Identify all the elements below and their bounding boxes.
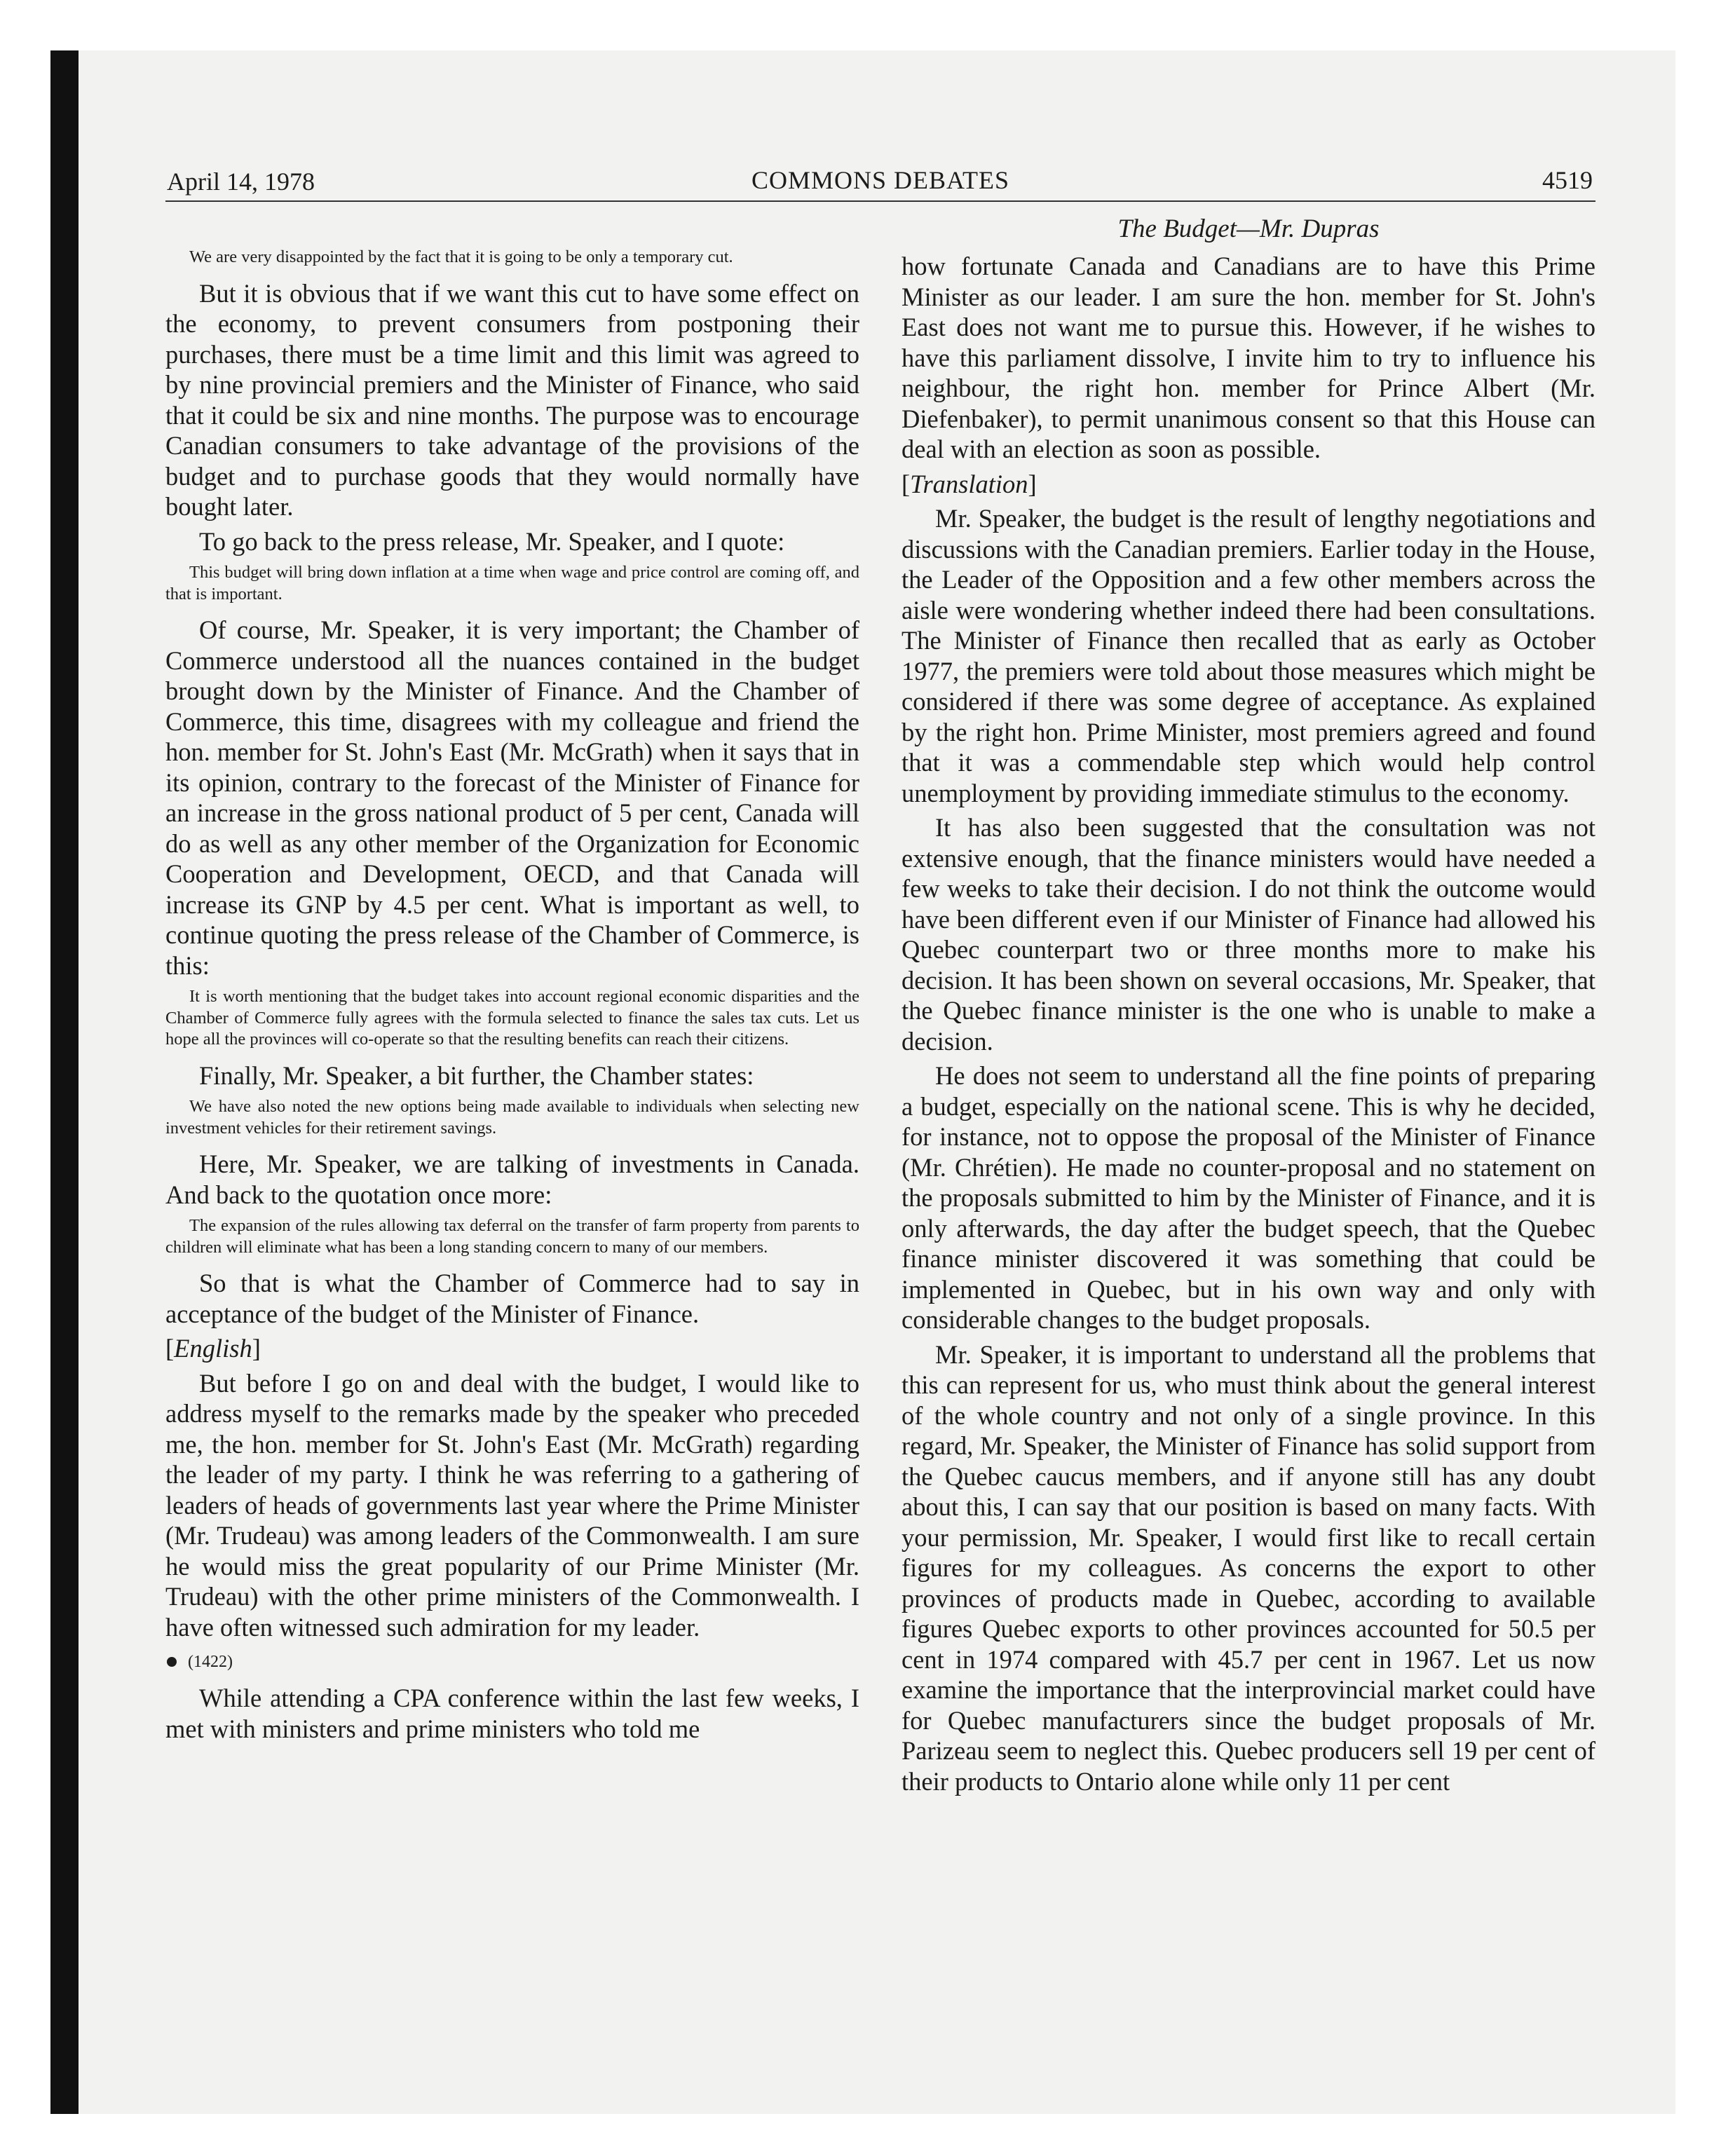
paragraph: Of course, Mr. Speaker, it is very important; the Chamber of Commerce understood all the nuances contained in the budget brought down by the Minister of Finance. And the Chamber of Commerce, this time, disagrees with my colleague and friend the hon. member for St. John's East (Mr. McGrath) when it says that in its opinion, contrary to the forecast of the Minister of Finance for an increase in the gross national product of 5 per cent, Canada will do as well as any other member of the Organization for Economic Cooperation and Development, OECD, and that Canada will increase its GNP by 4.5 per cent. What is important as well, to continue quoting the press release of the Chamber of Commerce, is this:	[165, 615, 859, 980]
language-tag-label: English	[174, 1334, 252, 1363]
time-marker-label: (1422)	[188, 1653, 233, 1671]
paragraph: Finally, Mr. Speaker, a bit further, the Chamber states:	[199, 1060, 754, 1090]
paragraph: To go back to the press release, Mr. Speaker, and I quote:	[199, 526, 785, 556]
scan-edge-bar	[50, 50, 79, 2114]
right-column	[901, 212, 1595, 1801]
paragraph: how fortunate Canada and Canadians are to have this Prime Minister as our leader. I am sure the hon. member for St. John's East does not want me to pursue this. However, if he wishes to have this parliament dissolve, I invite him to try to influence his neighbour, the right hon. member for Prince Albert (Mr. Diefenbaker), to permit unanimous consent so that this House can deal with an election as soon as possible.	[901, 252, 1595, 463]
paragraph: But it is obvious that if we want this cut to have some effect on the economy, to prevent consumers from postponing their purchases, there must be a time limit and this limit was agreed to by nine provincial premiers and the Minister of Finance, who said that it could be six and nine months. The purpose was to encourage Canadian consumers to take advantage of the provisions of the budget and to purchase goods that they would normally have bought later.	[165, 278, 859, 521]
bullet-icon	[167, 1657, 177, 1667]
block-quote: This budget will bring down inflation at a time when wage and price control are coming off, and that is important.	[165, 563, 859, 603]
header-date: April 14, 1978	[167, 168, 315, 196]
header-page-number: 4519	[1542, 166, 1593, 194]
paragraph: Mr. Speaker, the budget is the result of lengthy negotiations and discussions with the Canadian premiers. Earlier today in the House, the Leader of the Opposition and a few other members across the aisle were wondering whether indeed there had been consultations. The Minister of Finance then recalled that as early as October 1977, the premiers were told about those measures which might be considered if there was some degree of acceptance. As explained by the right hon. Prime Minister, most premiers agreed and found that it was a commendable step which would help control unemployment by providing immediate stimulus to the economy.	[901, 504, 1595, 807]
block-quote: The expansion of the rules allowing tax deferral on the transfer of farm property from parents to children will eliminate what has been a long standing concern to many of our members.	[165, 1216, 859, 1257]
page-header	[165, 160, 1595, 202]
left-column	[165, 247, 859, 1748]
paragraph: Here, Mr. Speaker, we are talking of investments in Canada. And back to the quotation once more:	[165, 1149, 859, 1209]
paragraph: He does not seem to understand all the fine points of preparing a budget, especially on the national scene. This is why he decided, for instance, not to oppose the proposal of the Minister of Finance (Mr. Chrétien). He made no counter-proposal and no statement on the proposals submitted to him by the Minister of Finance, and it is only afterwards, the day after the budget speech, that the Quebec finance minister discovered it was something that could be implemented in Quebec, but in his own way and only with considerable changes to the budget proposals.	[901, 1061, 1595, 1334]
language-tag-english: [English]	[165, 1334, 261, 1363]
paragraph: So that is what the Chamber of Commerce had to say in acceptance of the budget of the Minister of Finance.	[165, 1269, 859, 1328]
block-quote: It is worth mentioning that the budget takes into account regional economic disparities and the Chamber of Commerce fully agrees with the formula selected to finance the sales tax cuts. Let us hope all the provinces will co-operate so that the resulting benefits can reach their citizens.	[165, 987, 859, 1049]
paragraph: It has also been suggested that the consultation was not extensive enough, that the finance ministers would have needed a few weeks to take their decision. I do not think the outcome would have been different even if our Minister of Finance had allowed his Quebec counterpart two or three months more to make his decision. It has been shown on several occasions, Mr. Speaker, that the Quebec finance minister is the one who is unable to make a decision.	[901, 813, 1595, 1056]
language-tag-translation: [Translation]	[901, 469, 1037, 498]
language-tag-label: Translation	[910, 469, 1028, 498]
block-quote: We have also noted the new options being made available to individuals when selecting new investment vehicles for their retirement savings.	[165, 1097, 859, 1138]
running-head: The Budget—Mr. Dupras	[1117, 214, 1380, 243]
header-publication-title: COMMONS DEBATES	[751, 166, 1010, 194]
paragraph: Mr. Speaker, it is important to understand all the problems that this can represent for us, who must think about the general interest of the whole country and not only of a single province. In this regard, Mr. Speaker, the Minister of Finance has solid support from the Quebec caucus members, and if anyone still has any doubt about this, I can say that our position is based on many facts. With your permission, Mr. Speaker, I would first like to recall certain figures for my colleagues. As concerns the export to other provinces of products made in Quebec, according to available figures Quebec exports to other provinces accounted for 50.5 per cent in 1974 compared with 45.7 per cent in 1967. Let us now examine the importance that the interprovincial market could have for Quebec manufacturers since the budget proposals of Mr. Parizeau seem to neglect this. Quebec producers sell 19 per cent of their products to Ontario alone while only 11 per cent	[901, 1339, 1595, 1796]
paragraph: While attending a CPA conference within the last few weeks, I met with ministers and prime ministers who told me	[165, 1684, 859, 1743]
paragraph: But before I go on and deal with the budget, I would like to address myself to the remarks made by the speaker who preceded me, the hon. member for St. John's East (Mr. McGrath) regarding the leader of my party. I think he was referring to a gathering of leaders of heads of governments last year where the Prime Minister (Mr. Trudeau) was among leaders of the Commonwealth. I am sure he would miss the great popularity of our Prime Minister (Mr. Trudeau) with the other prime ministers of the Commonwealth. I have often witnessed such admiration for my leader.	[165, 1368, 859, 1642]
time-marker	[165, 1649, 859, 1674]
quote-continuation: We are very disappointed by the fact that it is going to be only a temporary cut.	[189, 247, 733, 266]
